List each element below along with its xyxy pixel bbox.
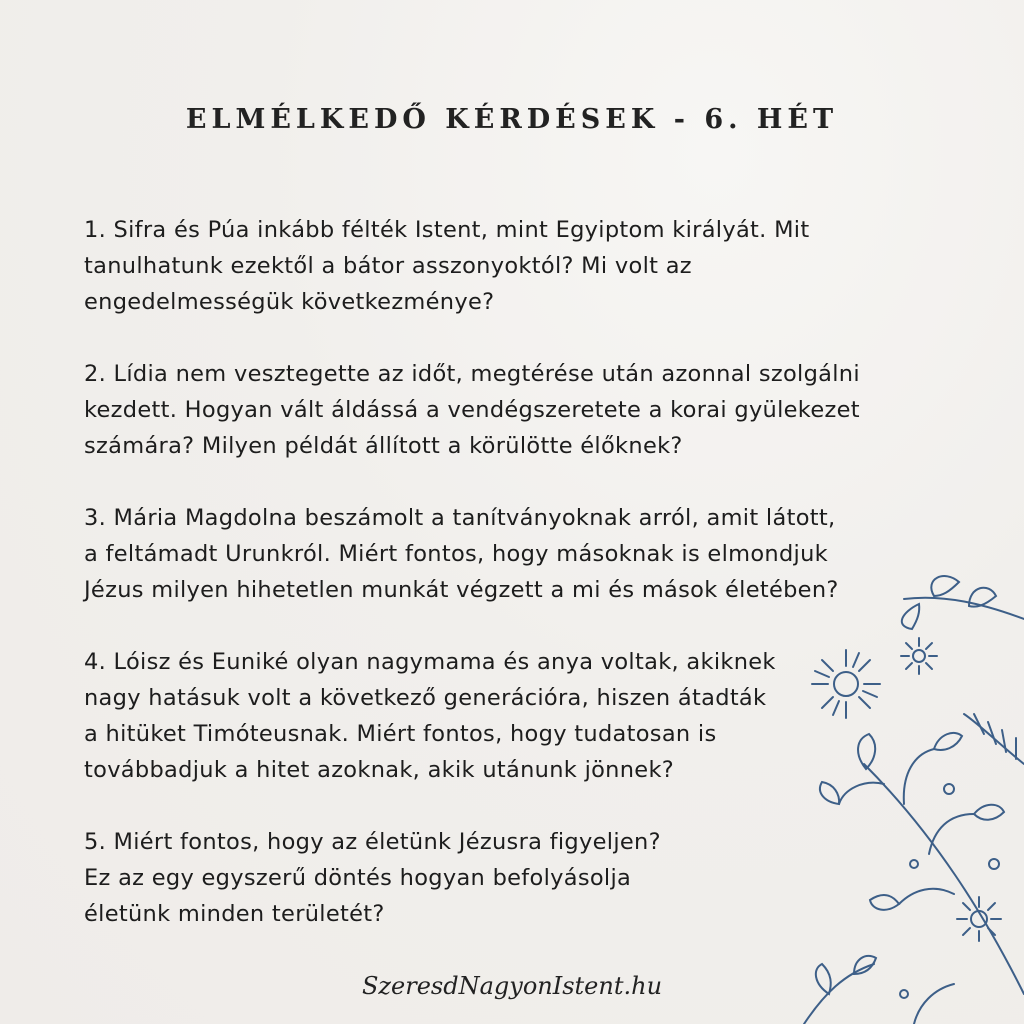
question-item: 1. Sifra és Púa inkább félték Istent, mint Egyiptom királyát. Mit tanulhatunk ezektől a bátor asszonyoktól? Mi volt az engedelmességük következménye? bbox=[84, 217, 810, 315]
sunburst-icon bbox=[901, 638, 937, 674]
sunburst-icon bbox=[957, 897, 1001, 941]
floral-decoration bbox=[784, 564, 1024, 1024]
question-item: 2. Lídia nem vesztegette az időt, megtérése után azonnal szolgálni kezdett. Hogyan vált áldássá a vendégszeretete a korai gyülekezet számára? Milyen példát állított a körülötte élőknek? bbox=[84, 361, 860, 459]
question-item: 5. Miért fontos, hogy az életünk Jézusra figyeljen? Ez az egy egyszerű döntés hogyan befolyásolja életünk minden területét? bbox=[84, 829, 661, 927]
footer-website: SzeresdNagyonIstent.hu bbox=[361, 972, 663, 1000]
question-item: 4. Lóisz és Euniké olyan nagymama és anya voltak, akiknek nagy hatásuk volt a következő generációra, hiszen átadták a hitüket Timóteusnak. Miért fontos, hogy tudatosan is továbbadjuk a hitet azoknak, akik utánunk jönnek? bbox=[84, 649, 776, 783]
page-title: ELMÉLKEDŐ KÉRDÉSEK - 6. HÉT bbox=[185, 104, 839, 135]
branch-icon bbox=[820, 733, 1024, 994]
sunburst-icon bbox=[812, 650, 880, 718]
question-item: 3. Mária Magdolna beszámolt a tanítványoknak arról, amit látott, a feltámadt Urunkról. Miért fontos, hogy másoknak is elmondjuk Jézus milyen hihetetlen munkát végzett a mi és mások életében? bbox=[84, 505, 839, 603]
leaf-sprig-icon bbox=[964, 714, 1024, 764]
leaf-sprig-icon bbox=[902, 576, 1024, 629]
